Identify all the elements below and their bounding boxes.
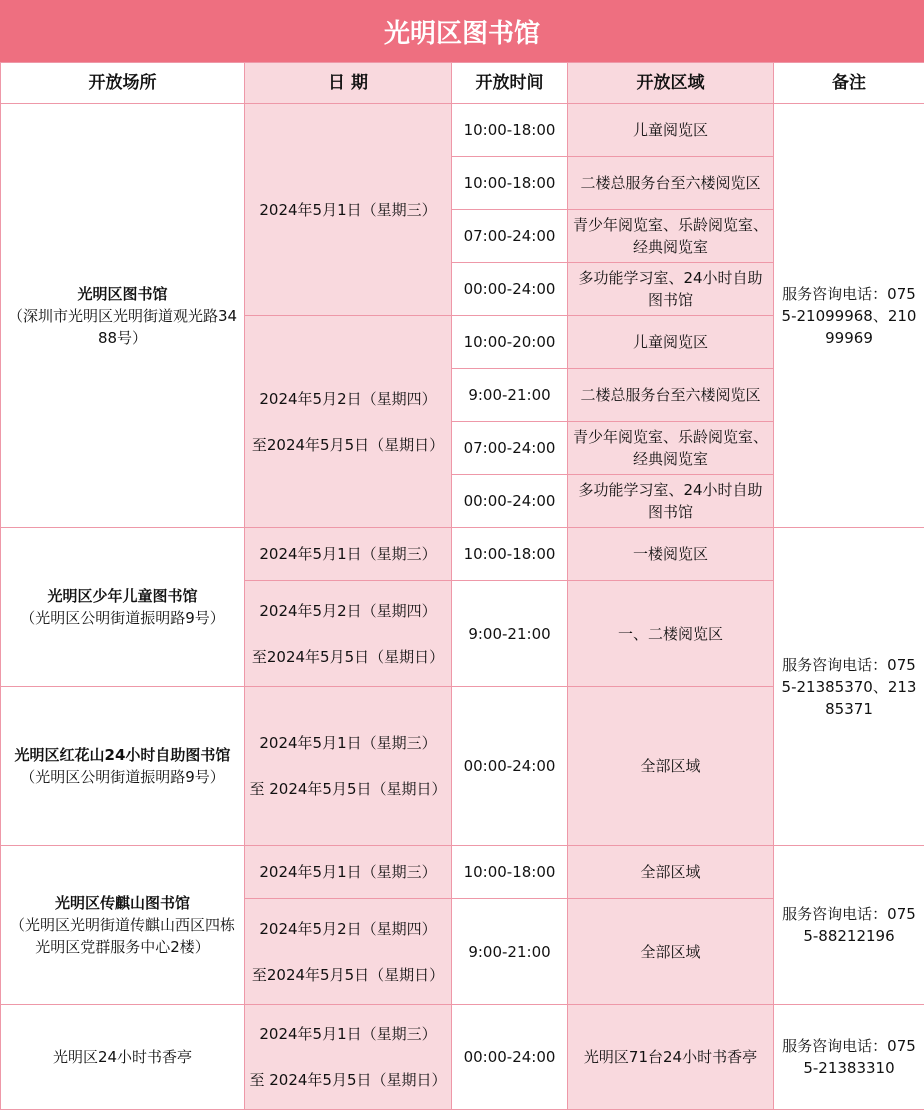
- venue-address: （深圳市光明区光明街道观光路3488号）: [7, 306, 238, 347]
- area-cell: 儿童阅览区: [568, 104, 774, 157]
- area-cell: 全部区域: [568, 687, 774, 846]
- date-line: 2024年5月2日（星期四）: [259, 919, 437, 938]
- note-cell: 服务咨询电话：0755-88212196: [774, 846, 924, 1005]
- venue-name: 光明区传麒山图书馆: [54, 894, 190, 912]
- table-row: [1, 528, 924, 581]
- table-row: [1, 1005, 924, 1110]
- date-line: 至 2024年5月5日（星期日）: [249, 780, 447, 798]
- note-cell: 服务咨询电话：0755-21383310: [774, 1005, 924, 1110]
- date-line: 2024年5月1日（星期三）: [259, 863, 437, 881]
- date-cell: [245, 899, 452, 1005]
- time-cell: 10:00-20:00: [452, 316, 568, 369]
- venue-address: （光明区公明街道振明路9号）: [20, 609, 225, 627]
- table-row: [1, 104, 924, 157]
- date-line: 2024年5月1日（星期三）: [259, 734, 437, 752]
- table-row: [1, 846, 924, 899]
- header-row: [1, 63, 924, 104]
- area-cell: 全部区域: [568, 899, 774, 1005]
- venue-cell: [1, 687, 245, 846]
- time-cell: 00:00-24:00: [452, 687, 568, 846]
- date-cell: [245, 1005, 452, 1110]
- area-cell: 青少年阅览室、乐龄阅览室、经典阅览室: [568, 422, 774, 475]
- time-cell: 9:00-21:00: [452, 369, 568, 422]
- time-cell: 9:00-21:00: [452, 899, 568, 1005]
- area-cell: 青少年阅览室、乐龄阅览室、经典阅览室: [568, 210, 774, 263]
- area-cell: 二楼总服务台至六楼阅览区: [568, 369, 774, 422]
- page-title: 光明区图书馆: [0, 0, 924, 62]
- area-cell: 儿童阅览区: [568, 316, 774, 369]
- area-cell: 二楼总服务台至六楼阅览区: [568, 157, 774, 210]
- venue-address: （光明区公明街道振明路9号）: [20, 768, 225, 786]
- date-line: 至2024年5月5日（星期日）: [251, 647, 445, 666]
- header-time: 开放时间: [452, 63, 568, 104]
- header-note: 备注: [774, 63, 924, 104]
- time-cell: 07:00-24:00: [452, 210, 568, 263]
- venue-name: 光明区红花山24小时自助图书馆: [14, 746, 231, 764]
- area-cell: 一、二楼阅览区: [568, 581, 774, 687]
- date-line: 2024年5月1日（星期三）: [259, 545, 437, 563]
- area-cell: 多功能学习室、24小时自助图书馆: [568, 475, 774, 528]
- venue-cell: [1, 1005, 245, 1110]
- venue-name: 光明区少年儿童图书馆: [47, 587, 198, 605]
- venue-name: 光明区24小时书香亭: [52, 1048, 193, 1066]
- time-cell: 00:00-24:00: [452, 263, 568, 316]
- area-cell: 多功能学习室、24小时自助图书馆: [568, 263, 774, 316]
- date-line: 2024年5月1日（星期三）: [259, 1025, 437, 1043]
- header-area: 开放区域: [568, 63, 774, 104]
- time-cell: 00:00-24:00: [452, 475, 568, 528]
- note-cell: 服务咨询电话：0755-21099968、21099969: [774, 104, 924, 528]
- venue-cell: [1, 528, 245, 687]
- date-line: 至 2024年5月5日（星期日）: [249, 1071, 447, 1089]
- venue-address: （光明区光明街道传麒山西区四栋光明区党群服务中心2楼）: [9, 916, 235, 956]
- date-cell: [245, 687, 452, 846]
- date-line: 2024年5月2日（星期四）: [259, 601, 437, 620]
- date-cell: [245, 104, 452, 316]
- area-cell: 一楼阅览区: [568, 528, 774, 581]
- note-cell: 服务咨询电话：0755-21385370、21385371: [774, 528, 924, 846]
- venue-cell: [1, 846, 245, 1005]
- venue-name: 光明区图书馆: [77, 284, 168, 303]
- date-cell: [245, 316, 452, 528]
- time-cell: 9:00-21:00: [452, 581, 568, 687]
- date-line: 至2024年5月5日（星期日）: [251, 435, 445, 454]
- area-cell: 全部区域: [568, 846, 774, 899]
- area-cell: 光明区71台24小时书香亭: [568, 1005, 774, 1110]
- time-cell: 10:00-18:00: [452, 157, 568, 210]
- time-cell: 10:00-18:00: [452, 528, 568, 581]
- header-venue: 开放场所: [1, 63, 245, 104]
- date-line: 2024年5月1日（星期三）: [259, 200, 437, 219]
- date-line: 2024年5月2日（星期四）: [259, 389, 437, 408]
- venue-cell: [1, 104, 245, 528]
- header-date: 日 期: [245, 63, 452, 104]
- time-cell: 10:00-18:00: [452, 104, 568, 157]
- time-cell: 00:00-24:00: [452, 1005, 568, 1110]
- date-line: 至2024年5月5日（星期日）: [251, 965, 445, 984]
- time-cell: 07:00-24:00: [452, 422, 568, 475]
- date-cell: [245, 581, 452, 687]
- date-cell: [245, 846, 452, 899]
- date-cell: [245, 528, 452, 581]
- schedule-table: [0, 62, 924, 1110]
- time-cell: 10:00-18:00: [452, 846, 568, 899]
